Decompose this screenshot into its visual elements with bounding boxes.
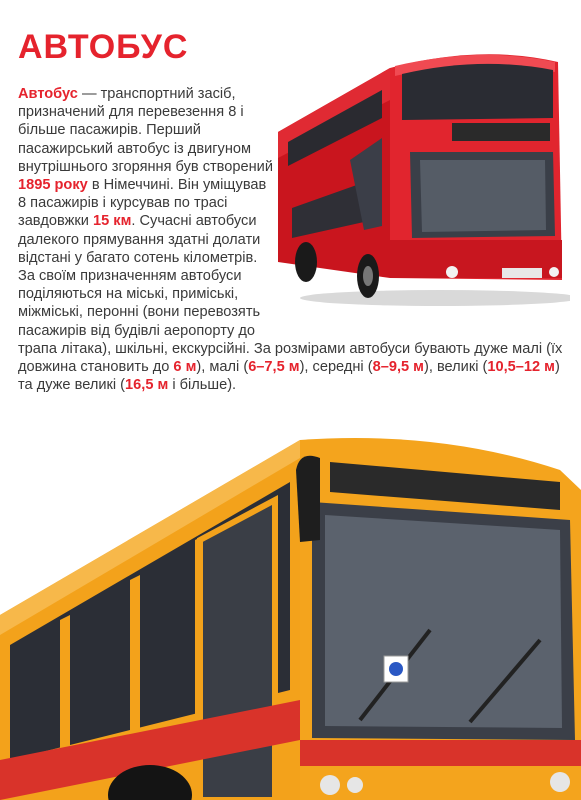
highlight-small-size: 6–7,5 м: [248, 359, 300, 376]
highlight-medium-size: 8–9,5 м: [372, 359, 424, 376]
highlight-distance: 15 км: [92, 213, 132, 230]
highlight-year: 1895 року: [18, 177, 88, 194]
text-fragment: — транспортний засіб, призначений для перевезення 8 і більше пасажирів. Перший пасажирський автобус із двигуном внутрішнього згоряння був створений: [18, 86, 273, 175]
page-title: АВТОБУС: [18, 28, 189, 66]
text-fragment: ) та дуже великі (: [18, 359, 560, 394]
city-bus-image: [0, 430, 581, 800]
text-fragment: і більше).: [168, 377, 237, 394]
highlight-large-size: 10,5–12 м: [487, 359, 555, 376]
highlight-very-large-size: 16,5 м: [125, 377, 169, 394]
text-fragment: ), середні (: [299, 359, 373, 376]
term-bus: Автобус: [18, 86, 78, 102]
text-fragment: . Сучасні автобуси далекого прямування здатні долати відстані у багато сотень кілометрів. За своїм призначенням автобуси поділяються на міські, приміські, міжміські, перонні (вони перевозять пасажирів від будівлі аеропорту до трапа літака), шкільні, екскурсійні. За розмірами автобуси бувають дуже малі (їх довжина становить до: [18, 213, 563, 376]
text-fragment: в Німеччині. Він уміщував 8 пасажирів і курсував по трасі завдовжки: [18, 177, 267, 230]
image-wrap-space: [273, 85, 573, 322]
text-fragment: ), малі (: [196, 359, 249, 376]
article-text: [18, 85, 573, 394]
text-fragment: ), великі (: [423, 359, 488, 376]
highlight-very-small-size: 6 м: [173, 359, 197, 376]
